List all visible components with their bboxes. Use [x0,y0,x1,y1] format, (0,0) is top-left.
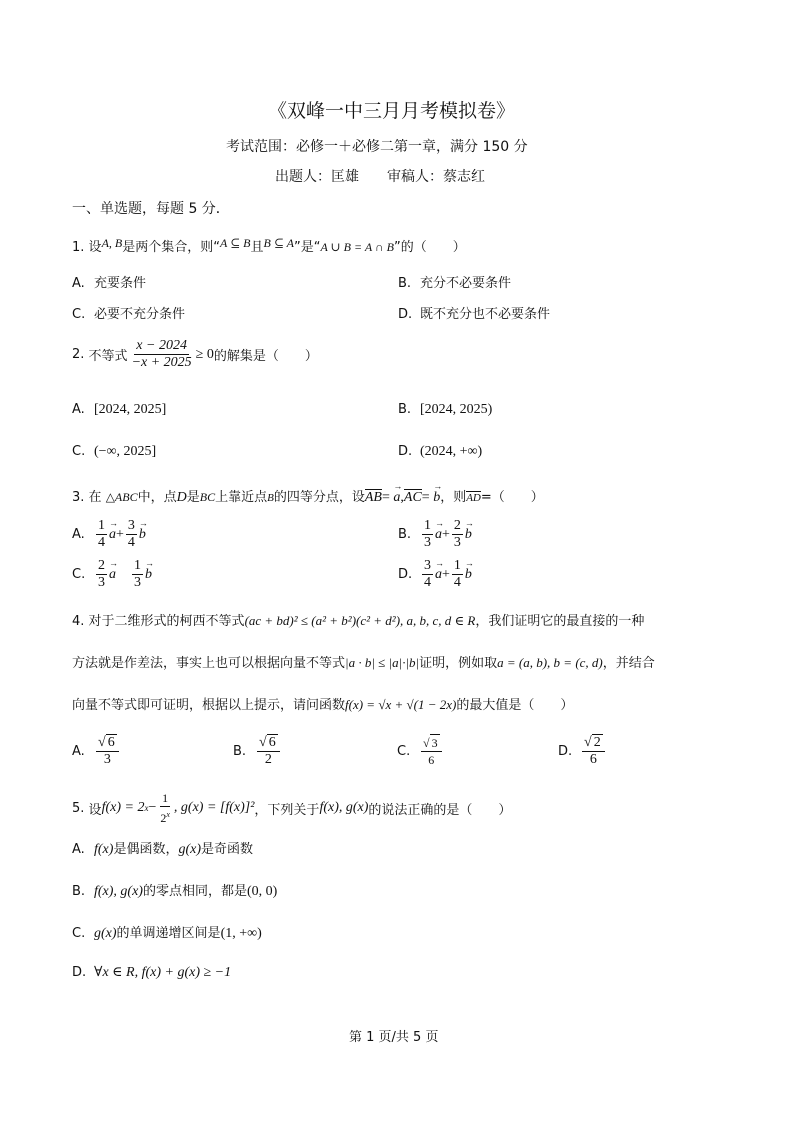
q-number: 1. [72,240,85,255]
q-number: 4. [72,614,85,629]
q1-option-b[interactable]: B. 充分不必要条件 [398,276,512,291]
vector-a: a → [109,527,116,543]
vector-a: a → [435,567,442,583]
q-number: 5. [72,800,85,816]
question-1: 1. 设A, B是两个集合，则“A ⊆ B且B ⊆ A”是“A ∪ B = A ∩ B”的（ ） [72,236,466,255]
q1-option-c[interactable]: C. 必要不充分条件 [72,307,186,322]
q5-option-b[interactable]: B. f(x), g(x)的零点相同，都是(0, 0) [72,884,278,899]
q2-option-c[interactable]: C. (−∞, 2025] [72,444,157,459]
page-title: 《双峰一中三月月考模拟卷》 [268,100,516,122]
question-4-line-2: 方法就是作差法，事实上也可以根据向量不等式|a · b| ≤ |a|·|b|证明，例如取a = (a, b), b = (c, d)，并结合 [72,655,655,671]
q2-fraction: $\frac{x - 2024}{-x + 2025}$ [131,338,192,370]
q5-option-c[interactable]: C. g(x)的单调递增区间是(1, +∞) [72,926,262,941]
q5-option-d[interactable]: D. ∀x ∈ R, f(x) + g(x) ≥ −1 [72,965,232,980]
exam-authors: 出题人：匡雄 审稿人：蔡志红 [275,169,485,185]
q4-option-b[interactable]: B. $\frac{√ 6}{2}$ [233,734,282,768]
q2-option-a[interactable]: A. [2024, 2025] [72,402,167,417]
q1-option-d[interactable]: D. 既不充分也不必要条件 [398,307,551,322]
q5-option-a[interactable]: A. f(x)是偶函数，g(x)是奇函数 [72,842,254,857]
q4-option-d[interactable]: D. $\frac{√ 2}{6}$ [558,734,607,768]
question-4-line-3: 向量不等式即可证明，根据以上提示，请问函数f(x) = √x + √(1 − 2x)的最大值是（ ） [72,697,574,713]
exam-scope: 考试范围：必修一＋必修二第一章，满分 150 分 [226,139,528,155]
vector-b: b → [465,567,472,583]
q-number: 3. [72,490,85,505]
question-4-line-1: 4. 对于二维形式的柯西不等式(ac + bd)² ≤ (a² + b²)(c² + d²), a, b, c, d ∈ R，我们证明它的最直接的一种 [72,613,645,629]
page-footer: 第 1 页/共 5 页 [349,1030,439,1045]
q4-option-a[interactable]: A. $\frac{√ 6}{3}$ [72,734,121,768]
q1-option-a[interactable]: A. 充要条件 [72,276,147,291]
question-5: 5. 设 f(x) = 2 x − $\frac{1}{2^x}$ , g(x) = [f(x)]² ，下列关于 f(x), g(x) 的说法正确的是（ ） [72,791,512,825]
vector-a: a → [109,567,116,583]
q3-option-d[interactable]: D. $\frac{3}{4}$ a → + $\frac{1}{4}$ b → [398,558,472,591]
vector-a: a → [435,527,442,543]
q3-option-a[interactable]: A. $\frac{1}{4}$ a → + $\frac{3}{4}$ b → [72,518,146,551]
q2-option-d[interactable]: D. (2024, +∞) [398,444,483,459]
question-2: 2. 不等式 $\frac{x - 2024}{-x + 2025}$ ≥ 0 的解集是（ ） [72,338,318,370]
q3-option-b[interactable]: B. $\frac{1}{3}$ a → + $\frac{2}{3}$ b → [398,518,472,551]
q3-option-c[interactable]: C. $\frac{2}{3}$ a → $\frac{1}{3}$ b → [72,558,152,591]
vector-b: b → [139,527,146,543]
vector-b: b → [465,527,472,543]
q4-option-c[interactable]: C. $\frac{√ 3}{6}$ [397,734,444,768]
q-number: 2. [72,347,85,362]
vector-b: b → [145,567,152,583]
q2-option-b[interactable]: B. [2024, 2025) [398,402,493,417]
question-3: 3. 在 △ABC中，点D是BC上靠近点B的四等分点，设AB= a →,AC= b →，则AD=（ ） [72,486,544,506]
section-heading: 一、单选题，每题 5 分． [72,201,230,217]
